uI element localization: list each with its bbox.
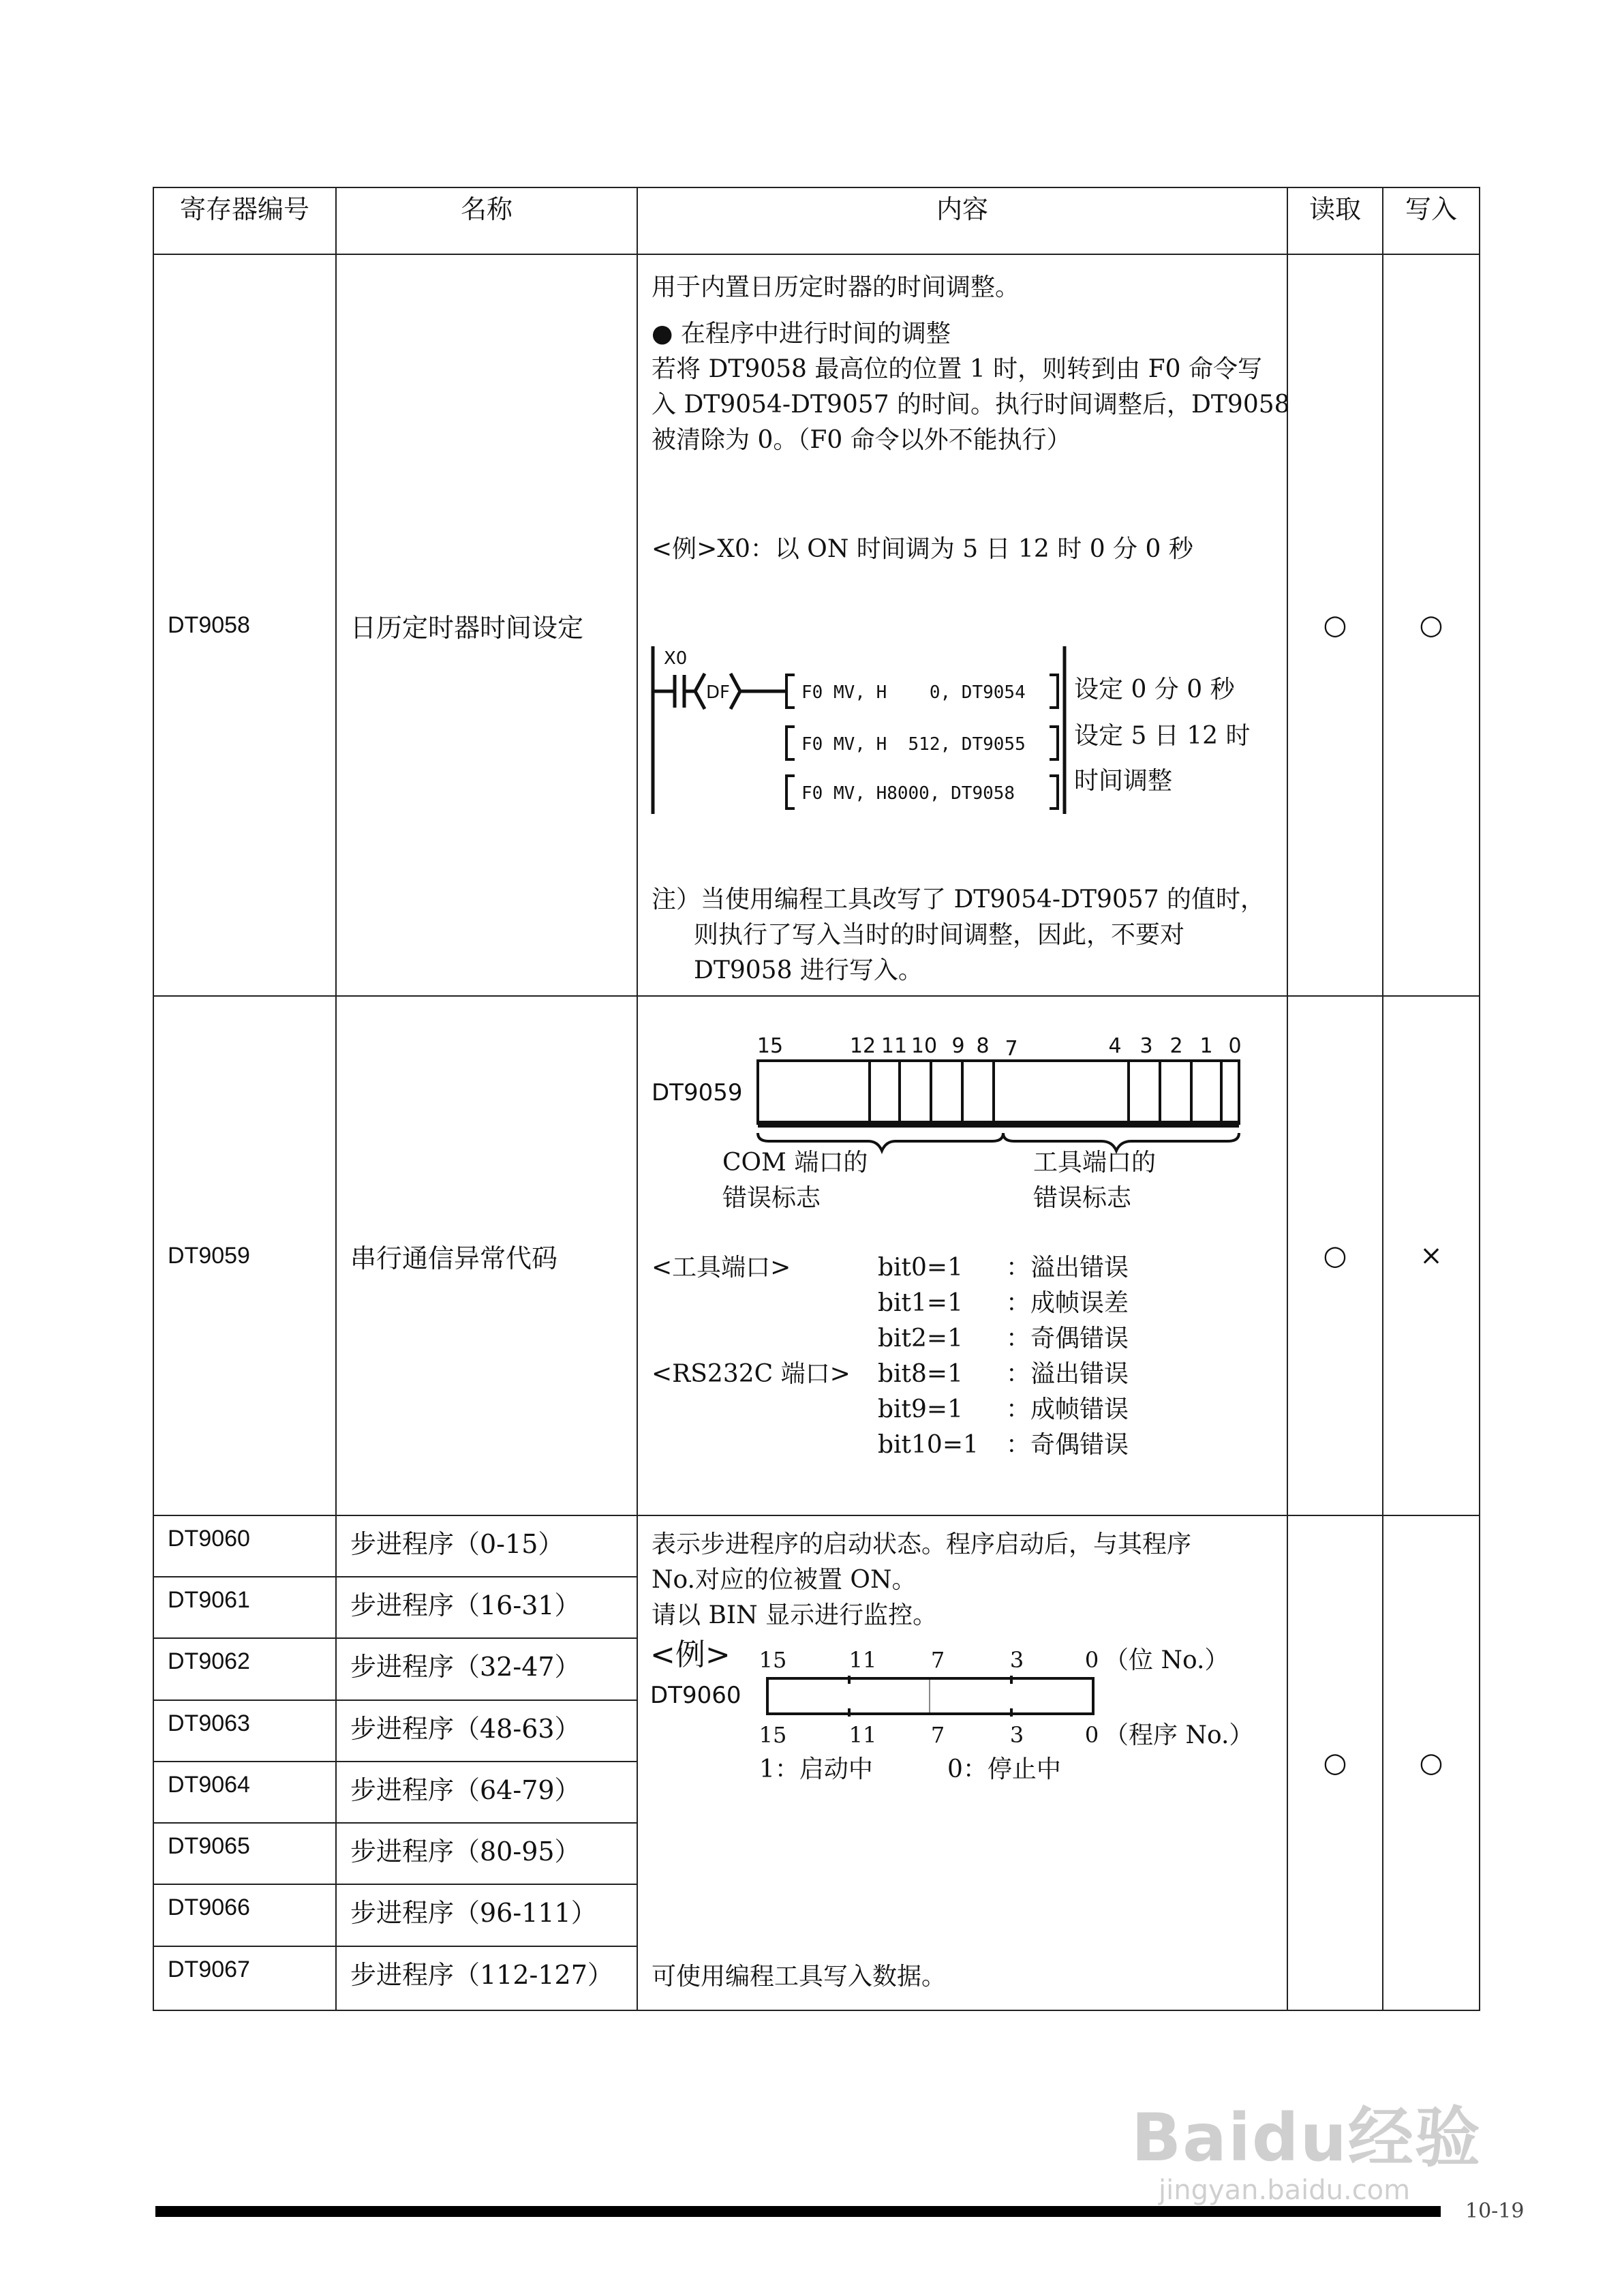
table-row-dt9059 [153, 996, 1480, 1515]
example-label: <例> [650, 1637, 731, 1672]
register-name: 步进程序（0-15） [336, 1515, 637, 1577]
footer-line: 可使用编程工具写入数据。 [652, 1963, 947, 1991]
note-line: DT9058 进行写入。 [694, 956, 923, 984]
bit-item: bit0=1 [878, 1254, 963, 1282]
legend-off: 0：停止中 [947, 1755, 1061, 1783]
page-number: 10-19 [1465, 2199, 1525, 2223]
register-name: 步进程序（64-79） [336, 1762, 637, 1823]
bit-label: 3 [1139, 1034, 1153, 1058]
register-code: DT9058 [153, 254, 336, 996]
bit-desc: ：奇偶错误 [1006, 1325, 1129, 1353]
content-line: 被清除为 0。（F0 命令以外不能执行） [652, 426, 1071, 454]
ladder-note: 设定 5 日 12 时 [1074, 722, 1251, 750]
register-name: 日历定时器时间设定 [336, 254, 637, 996]
table-row-dt9058 [153, 254, 1480, 996]
example-line: <例>X0：以 ON 时间调为 5 日 12 时 0 分 0 秒 [652, 535, 1193, 563]
note-line: 则执行了写入当时的时间调整，因此，不要对 [694, 921, 1185, 949]
content-dt9060 [638, 1516, 1287, 2010]
header-row [153, 187, 1480, 254]
write-mark: ○ [1383, 1515, 1480, 2010]
watermark-logo: Baidu经验 [1131, 2100, 1482, 2176]
bit-tick: 0 [1084, 1647, 1099, 1673]
register-code: DT9067 [153, 1946, 336, 2010]
bit-tick: 15 [759, 1647, 787, 1673]
write-mark: × [1383, 996, 1480, 1515]
bit-label: 0 [1228, 1034, 1242, 1058]
register-code: DT9064 [153, 1762, 336, 1823]
bit-label: 1 [1199, 1034, 1213, 1058]
bit-desc: ：奇偶错误 [1006, 1431, 1129, 1459]
bit-tick: 11 [848, 1647, 877, 1673]
group-label: 错误标志 [722, 1184, 821, 1212]
program-tick: 0 [1084, 1722, 1099, 1748]
tool-port-label: <工具端口> [652, 1254, 791, 1282]
register-name: 步进程序（96-111） [336, 1884, 637, 1946]
register-table [153, 187, 1480, 2011]
bit-tick: 7 [930, 1647, 945, 1673]
bit-desc: ：成帧错误 [1006, 1395, 1129, 1423]
register-code: DT9062 [153, 1638, 336, 1700]
program-tick: 11 [848, 1722, 877, 1748]
write-mark: ○ [1383, 254, 1480, 996]
bit-item: bit1=1 [878, 1289, 963, 1317]
table-row-dt9060 [153, 1515, 1480, 1577]
content-dt9059 [638, 997, 1287, 1515]
header-register-number: 寄存器编号 [153, 187, 336, 254]
header-write: 写入 [1383, 187, 1480, 254]
register-code: DT9059 [153, 996, 336, 1515]
content-line: 表示步进程序的启动状态。程序启动后，与其程序 [652, 1530, 1192, 1558]
register-code: DT9063 [153, 1700, 336, 1762]
content-line: No.对应的位被置 ON。 [652, 1566, 917, 1594]
content-line: 请以 BIN 显示进行监控。 [652, 1601, 938, 1629]
read-mark: ○ [1287, 254, 1383, 996]
content-cell [637, 254, 1290, 996]
header-content: 内容 [637, 187, 1287, 254]
rs232-port-label: <RS232C 端口> [652, 1360, 851, 1388]
register-name: 步进程序（16-31） [336, 1577, 637, 1638]
register-name: 串行通信异常代码 [336, 996, 637, 1515]
read-mark: ○ [1287, 1515, 1383, 2010]
bit-label: 7 [1005, 1037, 1018, 1061]
group-label: 错误标志 [1033, 1184, 1132, 1212]
register-code: DT9066 [153, 1884, 336, 1946]
program-tick: 15 [759, 1722, 787, 1748]
bit-label: 9 [951, 1034, 965, 1058]
content-line: 用于内置日历定时器的时间调整。 [652, 273, 1020, 301]
group-label: 工具端口的 [1033, 1149, 1157, 1177]
header-read: 读取 [1287, 187, 1383, 254]
watermark-url: jingyan.baidu.com [1159, 2175, 1411, 2206]
register-code: DT9061 [153, 1577, 336, 1638]
bit-item: bit8=1 [878, 1360, 963, 1388]
content-cell [637, 996, 1287, 1515]
register-name: 步进程序（32-47） [336, 1638, 637, 1700]
program-tick: 3 [1009, 1722, 1024, 1748]
read-mark: ○ [1287, 996, 1383, 1515]
footer-bar [155, 2206, 1441, 2217]
register-label: DT9059 [652, 1079, 743, 1106]
register-code: DT9065 [153, 1823, 336, 1884]
instruction-3: F0 MV, H8000, DT9058 [801, 783, 1015, 804]
register-code: DT9060 [153, 1515, 336, 1577]
bit-desc: ：溢出错误 [1006, 1360, 1129, 1388]
bit-label: 15 [756, 1034, 784, 1058]
register-name: 步进程序（112-127） [336, 1946, 637, 2010]
program-no-suffix: （程序 No.） [1104, 1721, 1254, 1749]
content-cell [637, 1515, 1287, 2010]
content-line: 入 DT9054-DT9057 的时间。执行时间调整后，DT9058 [652, 391, 1290, 419]
content-line: ● 在程序中进行时间的调整 [652, 320, 951, 348]
bit-label: 2 [1169, 1034, 1183, 1058]
content-dt9058 [638, 255, 1290, 995]
bit-label: 11 [881, 1034, 908, 1058]
df-label: DF [706, 682, 730, 703]
bit-label: 4 [1108, 1034, 1122, 1058]
bit-item: bit10=1 [878, 1431, 979, 1459]
ladder-note: 时间调整 [1074, 767, 1173, 795]
instruction-2: F0 MV, H 512, DT9055 [801, 734, 1026, 755]
bit-item: bit9=1 [878, 1395, 963, 1423]
instruction-1: F0 MV, H 0, DT9054 [801, 682, 1026, 703]
bit-no-suffix: （位 No.） [1104, 1646, 1229, 1674]
legend-on: 1：启动中 [759, 1755, 873, 1783]
register-name: 步进程序（80-95） [336, 1823, 637, 1884]
bit-desc: ：成帧误差 [1006, 1289, 1129, 1317]
bit-label: 12 [849, 1034, 876, 1058]
bit-item: bit2=1 [878, 1325, 963, 1353]
content-line: 若将 DT9058 最高位的位置 1 时，则转到由 F0 命令写 [652, 355, 1262, 383]
ladder-note: 设定 0 分 0 秒 [1074, 676, 1235, 704]
group-label: COM 端口的 [722, 1149, 868, 1177]
bit-label: 10 [911, 1034, 938, 1058]
note-line: 注）当使用编程工具改写了 DT9054-DT9057 的值时， [652, 886, 1266, 913]
register-label: DT9060 [650, 1682, 741, 1709]
bit-tick: 3 [1009, 1647, 1024, 1673]
bit-desc: ：溢出错误 [1006, 1254, 1129, 1282]
contact-label: X0 [664, 648, 688, 669]
bit-label: 8 [976, 1034, 990, 1058]
program-tick: 7 [930, 1722, 945, 1748]
register-name: 步进程序（48-63） [336, 1700, 637, 1762]
header-name: 名称 [336, 187, 637, 254]
